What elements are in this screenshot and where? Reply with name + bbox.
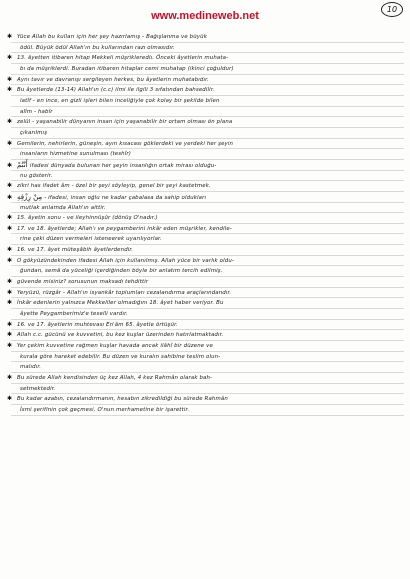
note-text: mutlak anlamda Allah'ın aittir. xyxy=(20,204,106,211)
arabic-term: مِنْ رِزْقِهِ xyxy=(17,192,45,201)
asterisk-bullet-icon: ✱ xyxy=(7,193,13,201)
page-number: 10 xyxy=(381,2,403,17)
note-text: nu gösterir. xyxy=(20,172,53,179)
note-line xyxy=(0,266,410,277)
asterisk-bullet-icon: ✱ xyxy=(7,86,13,94)
note-text: insanların hizmetine sunulması (teshîr) xyxy=(20,151,132,158)
asterisk-bullet-icon: ✱ xyxy=(7,118,13,126)
note-line xyxy=(0,139,410,150)
note-line xyxy=(0,85,410,96)
note-text: 15. âyetin sonu - ve ileyhinnüşûr (dönüş O'nadır.) xyxy=(17,215,158,222)
note-line xyxy=(0,53,410,64)
asterisk-bullet-icon: ✱ xyxy=(7,342,13,350)
note-line xyxy=(0,256,410,267)
note-line xyxy=(0,245,410,256)
note-line xyxy=(0,288,410,299)
note-text: zelûl - yaşanabilir dünyanın insan için yaşanabilir bir ortam olması ön plana xyxy=(17,119,233,126)
asterisk-bullet-icon: ✱ xyxy=(7,214,13,222)
note-line xyxy=(0,341,410,352)
note-text: Yer çekim kuvvetine rağmen kuşlar havada ancak ilâhî bir düzene ve xyxy=(17,343,213,350)
note-text: alîm - habîr xyxy=(20,108,53,115)
ruled-line xyxy=(11,415,404,416)
note-line xyxy=(0,32,410,43)
note-text: 16. ve 17. âyetlerin muhtevası En'âm 65. âyetle örtüşür. xyxy=(17,321,178,328)
note-text: ğundan, semâ da yüceliği içerdiğinden böyle bir anlatım tercih edilmiş. xyxy=(20,268,223,275)
asterisk-bullet-icon: ✱ xyxy=(7,278,13,286)
note-line xyxy=(0,75,410,86)
arabic-term: أَنْتُمْ xyxy=(17,160,30,169)
note-line xyxy=(0,224,410,235)
note-line xyxy=(0,128,410,139)
note-line xyxy=(0,352,410,363)
note-text: Allah c.c. gücünü ve kuvvetini, bu kez kuşlar üzerinden hatırlatmaktadır. xyxy=(17,332,224,339)
note-line xyxy=(0,192,410,203)
note-line xyxy=(0,320,410,331)
note-text: Bu sürede Allah kendisinden üç kez Allah, 4 kez Rahmân olarak bah- xyxy=(17,375,213,381)
note-text: çıkarılmış xyxy=(20,129,48,136)
note-line xyxy=(0,384,410,395)
note-line xyxy=(0,43,410,54)
note-line xyxy=(0,277,410,288)
note-text: Yeryüzü, rüzgâr - Allah'ın isyankâr toplumları cezalandırma araçlarındandır. xyxy=(17,289,232,296)
note-text: İnkâr edenlerin yalnızca Mekkeliler olmadığını 18. âyet haber veriyor. Bu xyxy=(17,300,224,307)
asterisk-bullet-icon: ✱ xyxy=(7,161,13,169)
asterisk-bullet-icon: ✱ xyxy=(7,374,13,381)
note-line xyxy=(0,330,410,341)
note-line xyxy=(0,394,410,405)
asterisk-bullet-icon: ✱ xyxy=(7,75,13,83)
note-text: 16. ve 17. âyet müteşâbih âyetlerdendir. xyxy=(17,247,134,254)
asterisk-bullet-icon: ✱ xyxy=(7,288,13,296)
note-text: rine çeki düzen vermeleri isteneerek uyarılıyorlar. xyxy=(20,236,162,243)
note-text: kurala göre hareket edebilir. Bu düzen ve kuralın sahibine teslim olun- xyxy=(20,353,221,360)
asterisk-bullet-icon: ✱ xyxy=(7,256,13,264)
note-text: malıdır. xyxy=(20,364,42,371)
note-line xyxy=(0,362,410,373)
note-text: - ifadesi, insan oğlu ne kadar çabalasa da sahip oldukları xyxy=(44,194,207,201)
asterisk-bullet-icon: ✱ xyxy=(7,182,13,190)
header-url: www.medineweb.net xyxy=(151,10,259,22)
note-text: Aynı tavır ve davranışı sergileyen herkes, bu âyetlerin muhatabıdır. xyxy=(17,76,209,83)
handwritten-notes xyxy=(0,32,410,416)
note-line xyxy=(0,213,410,224)
asterisk-bullet-icon: ✱ xyxy=(7,224,13,232)
note-line xyxy=(0,298,410,309)
asterisk-bullet-icon: ✱ xyxy=(7,331,13,339)
note-text: Bu kadar azabın, cezalandırmanın, hesabın zikredildiği bu sürede Rahmân xyxy=(17,396,228,403)
note-line xyxy=(0,373,410,384)
note-line xyxy=(0,96,410,107)
note-line xyxy=(0,234,410,245)
note-text: latîf - en ince, en gizli işleri bilen inceliğiyle çok kolay bir şekilde bilen xyxy=(20,97,220,104)
asterisk-bullet-icon: ✱ xyxy=(7,139,13,147)
note-text: ödül. Büyük ödül Allah'ın bu kullarından razı olmasıdır. xyxy=(20,44,175,51)
note-line xyxy=(0,203,410,214)
note-text: âyette Peygamberimiz'e teselli vardır. xyxy=(20,311,128,318)
note-text: Gemilerin, nehirlerin, güneşin, ayın kısacası göklerdeki ve yerdeki her şeyin xyxy=(17,140,234,147)
note-line xyxy=(0,181,410,192)
note-line xyxy=(0,64,410,75)
note-text: güvende misiniz? sorusunun maksadı tehdittir xyxy=(17,279,149,286)
note-line xyxy=(0,117,410,128)
note-text: ifadesi dünyada bulunan her şeyin insanlığın ortak mirası olduğu- xyxy=(29,162,217,169)
note-text: 17. ve 18. âyetlerde; Allah'ı ve peygamberini inkâr eden müşrikler, kendile- xyxy=(17,225,232,232)
asterisk-bullet-icon: ✱ xyxy=(7,299,13,307)
note-line xyxy=(0,405,410,416)
asterisk-bullet-icon: ✱ xyxy=(7,246,13,254)
note-line xyxy=(0,309,410,320)
note-line xyxy=(0,149,410,160)
note-text: bı da müşriklerdi. Buradan itibaren hitaplar cemi muhatap (ikinci çoğuldur) xyxy=(20,65,234,72)
note-text: setmektedir. xyxy=(20,385,56,392)
note-text: zikri has ifadet âm - özel bir şeyi söyleyip, genel bir şeyi kastetmek. xyxy=(17,183,211,190)
note-text: Bu âyetlerde (13-14) Allah'ın (c.c) ilmi ile ilgili 3 sıfatından bahsedilir. xyxy=(17,87,215,94)
asterisk-bullet-icon: ✱ xyxy=(7,395,13,403)
asterisk-bullet-icon: ✱ xyxy=(7,33,13,40)
note-text: O gökyüzündekinden ifadesi Allah için kullanılmış. Allah yüce bir varlık oldu- xyxy=(17,257,234,264)
asterisk-bullet-icon: ✱ xyxy=(7,320,13,328)
asterisk-bullet-icon: ✱ xyxy=(7,54,13,62)
note-text: 13. âyetten itibaren hitap Mekkeli müşriklerediı. Önceki âyetlerin muhata- xyxy=(17,55,229,62)
note-text: Yüce Allah bu kulları için her şey hazırlamış - Bağışlanma ve büyük xyxy=(17,34,207,40)
note-line xyxy=(0,160,410,171)
note-text: İsmi şerifinin çok geçmesi, O'nun merhametine bir işarettir. xyxy=(20,406,190,413)
note-line xyxy=(0,171,410,182)
note-line xyxy=(0,107,410,118)
